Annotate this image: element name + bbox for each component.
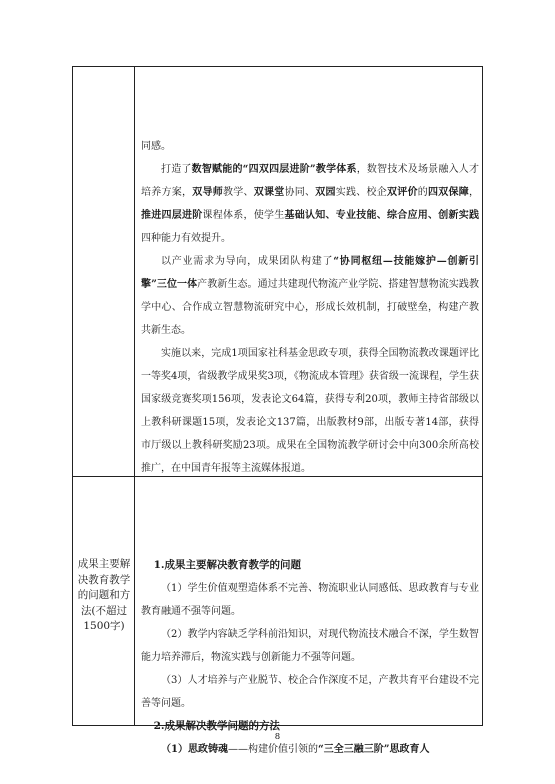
achievement-table — [72, 66, 483, 755]
section-heading-methods: 2.成果解决教学问题的方法 — [153, 720, 281, 732]
problem-item-1: （1）学生价值观塑造体系不完善、物流职业认同感低、思政教育与专业教育融通不强等问题。 — [141, 583, 479, 617]
lower-content-cell — [141, 554, 479, 761]
paragraph-teaching-system: 打造了数智赋能的“四双四层进阶”教学体系，数智技术及场景融入人才培养方案，双导师教学、双课堂协同、双园实践、校企双评价的四双保障，推进四层进阶课程体系，使学生基础认知、专业技能、综合应用、创新实践四种能力有效提升。 — [141, 164, 480, 244]
problem-item-2: （2）教学内容缺乏学科前沿知识，对现代物流技术融合不深，学生数智能力培养滞后，物流实践与创新能力不强等问题。 — [141, 629, 479, 663]
upper-content-cell — [141, 135, 479, 480]
method-item-1: （1）思政铸魂——构建价值引领的“三全三融三阶”思政育人 — [161, 744, 430, 755]
problem-item-3: （3）人才培养与产业脱节、校企合作深度不足，产教共育平台建设不完善等问题。 — [141, 675, 479, 709]
paragraph-continuation: 同感。 — [141, 141, 171, 152]
column-divider — [134, 67, 135, 725]
paragraph-industry-ecosystem: 以产业需求为导向，成果团队构建了“协同枢纽—技能嫁护—创新引擎”三位一体产教新生态。通过共建现代物流产业学院、搭建智慧物流实践教学中心、合作成立智慧物流研究中心，形成长效机制，打破壁垒，构建产教共新生态。 — [141, 256, 480, 336]
page-number: 8 — [274, 732, 281, 742]
paragraph-achievements: 实施以来，完成1项国家社科基金思政专项，获得全国物流教改课题评比一等奖4项，省级教学成果奖3项，《物流成本管理》获省级一流课程，学生获国家级竞赛奖项156项，发表论文64篇，获得专利20项，教师主持省部级以上教科研课题15项，发表论文137篇，出版教材9部，出版专著14部，获得市厅级以上教科研奖励23项。成果在全国物流教学研讨会中向300余所高校推广，在中国青年报等主流媒体报道。 — [141, 348, 479, 474]
row-label: 成果主要解决教育教学的问题和方法(不超过1500字) — [77, 558, 131, 632]
section-heading-problems: 1.成果主要解决教育教学的问题 — [153, 559, 302, 571]
